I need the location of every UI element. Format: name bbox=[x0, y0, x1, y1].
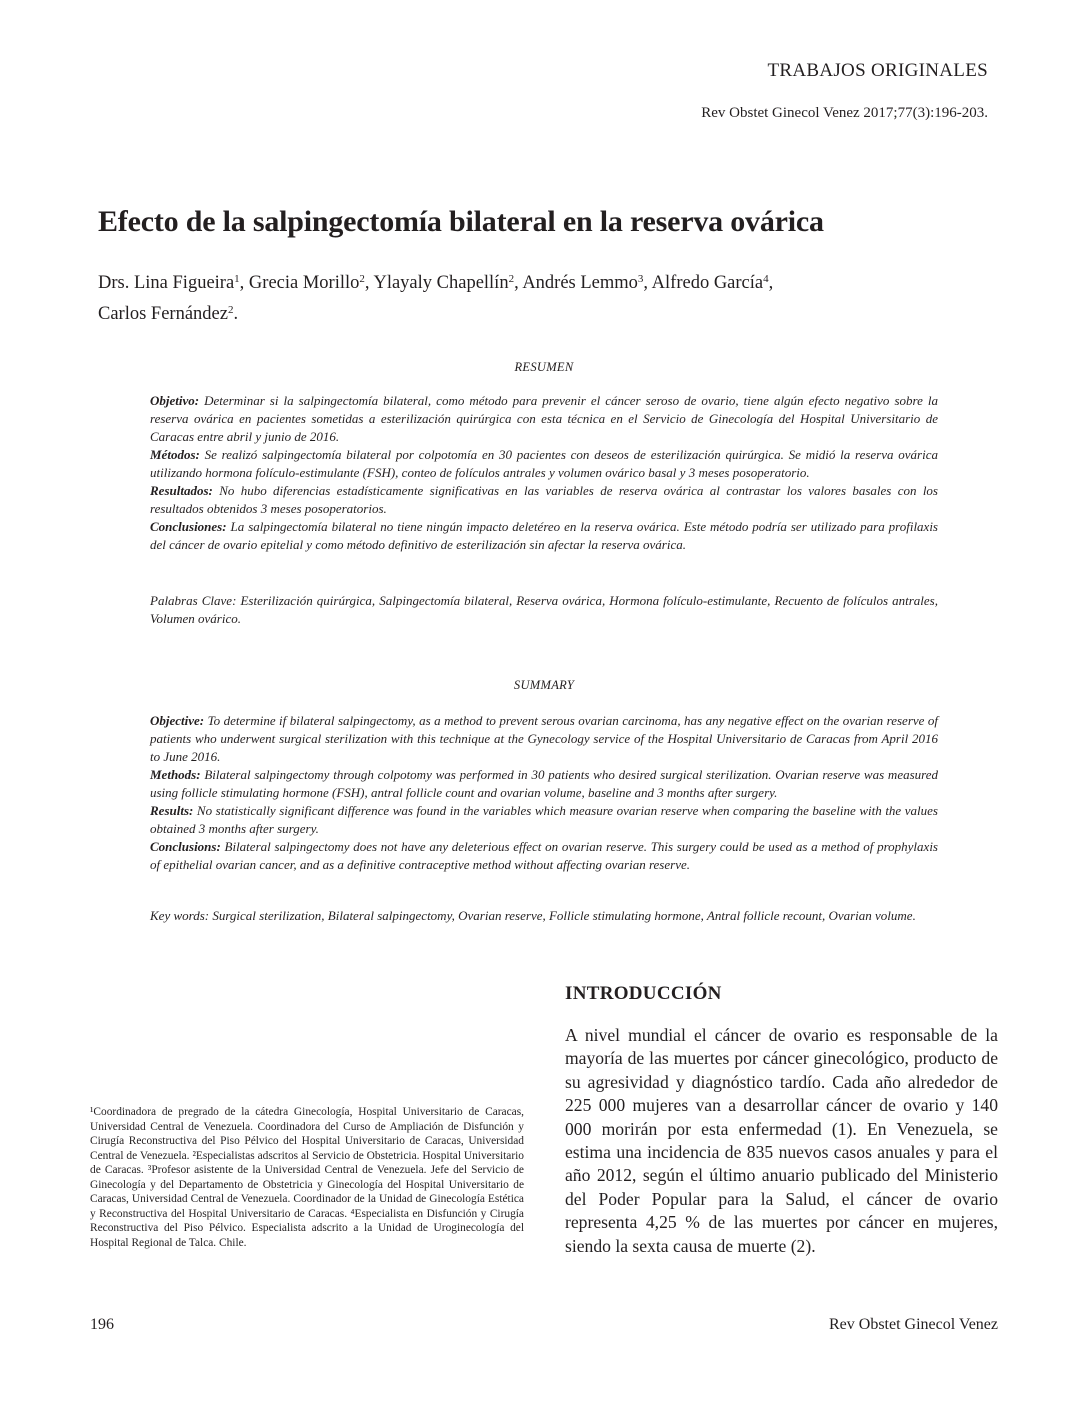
introduction-body bbox=[565, 1024, 998, 1258]
summary-heading: SUMMARY bbox=[513, 678, 575, 692]
resumen-keywords: Palabras Clave: Esterilización quirúrgica, Salpingectomía bilateral, Reserva ovárica, Hormona folículo-estimulante, Recuento de folículos antrales, Volumen ovárico. bbox=[150, 593, 938, 626]
resumen-heading: RESUMEN bbox=[514, 360, 574, 374]
section-label: TRABAJOS ORIGINALES bbox=[767, 60, 988, 81]
introduction-heading: INTRODUCCIÓN bbox=[565, 983, 722, 1004]
introduction-paragraph: A nivel mundial el cáncer de ovario es responsable de la mayoría de las muertes por cáncer ginecológico, producto de su agresividad y diagnóstico tardío. Cada año alrededor de 225 000 mujeres van a desarrollar cáncer de ovario y 140 000 morirán por esta enfermedad (1). En Venezuela, se estima una incidencia de 835 nuevos casos anuales y para el año 2012, según el último anuario publicado del Ministerio del Poder Popular para la Salud, el cáncer de ovario representa 4,25 % de las muertes por cáncer en mujeres, siendo la sexta causa de muerte (2). bbox=[565, 1025, 998, 1256]
affiliations-footnote: ¹Coordinadora de pregrado de la cátedra Ginecología, Hospital Universitario de Caracas, Universidad Central de Venezuela. Coordinadora del Curso de Ampliación de Disfunción y Cirugía Reconstructiva del Piso Pélvico del Hospital Universitario de Caracas, Universidad Central de Venezuela. ²Especialistas adscritos al Servicio de Obstetricia. Hospital Universitario de Caracas. ³Profesor asistente de la Universidad Central de Venezuela. Jefe del Servicio de Ginecología y del Departamento de Obstetricia y Ginecología del Hospital Universitario de Caracas, Universidad Central de Venezuela. Coordinador de la Unidad de Ginecología Estética y Reconstructiva del Hospital Universitario de Caracas. ⁴Especialista en Disfunción y Cirugía Reconstructiva del Piso Pélvico. Especialista adscrito a la Unidad de Uroginecología del Hospital Regional de Talca. Chile. bbox=[90, 1106, 524, 1249]
page-number: 196 bbox=[90, 1316, 114, 1333]
author-5: Alfredo García$^4$, bbox=[651, 273, 774, 293]
summary-objective: Objective: To determine if bilateral salpingectomy, as a method to prevent serous ovarian carcinoma, has any negative effect on the ovarian reserve of patients who underwent surgical sterilization with this technique at the Gynecology service of the Hospital Universitario de Caracas from April 2016 to June 2016. bbox=[150, 713, 938, 764]
resumen-methods: Métodos: Se realizó salpingectomía bilateral por colpotomía en 30 pacientes con deseos de esterilización quirúrgica. Se midió la reserva ovárica utilizando hormona folículo-estimulante (FSH), conteo de folículos antrales y volumen ovárico basal y 3 meses posoperatorio. bbox=[150, 447, 938, 480]
summary-conclusions: Conclusions: Bilateral salpingectomy does not have any deleterious effect on ovarian reserve. This surgery could be used as a method of prophylaxis of epithelial ovarian cancer, and as a definitive contraceptive method without affecting ovarian reserve. bbox=[150, 839, 938, 872]
article-title: Efecto de la salpingectomía bilateral en la reserva ovárica bbox=[98, 205, 824, 238]
running-footer: Rev Obstet Ginecol Venez bbox=[829, 1316, 998, 1333]
author-6: Carlos Fernández$^2$. bbox=[98, 304, 239, 324]
summary-body bbox=[150, 712, 938, 874]
summary-results: Results: No statistically significant difference was found in the variables which measure ovarian reserve when comparing the baseline with the values obtained 3 months after surgery. bbox=[150, 803, 938, 836]
author-1: Drs. Lina Figueira$^1$, bbox=[98, 273, 249, 293]
summary-keywords: Key words: Surgical sterilization, Bilateral salpingectomy, Ovarian reserve, Follicle stimulating hormone, Antral follicle recount, Ovarian volume. bbox=[150, 908, 916, 923]
author-4: Andrés Lemmo$^3$, bbox=[522, 273, 652, 293]
journal-citation: Rev Obstet Ginecol Venez 2017;77(3):196-203. bbox=[701, 105, 988, 121]
author-3: Ylayaly Chapellín$^2$, bbox=[373, 273, 523, 293]
resumen-conclusions: Conclusiones: La salpingectomía bilateral no tiene ningún impacto deletéreo en la reserva ovárica. Este método podría ser utilizado para profilaxis del cáncer de ovario epitelial y como método definitivo de esterilización sin afectar la reserva ovárica. bbox=[150, 519, 938, 552]
resumen-objective: Objetivo: Determinar si la salpingectomía bilateral, como método para prevenir el cáncer seroso de ovario, tiene algún efecto negativo sobre la reserva ovárica en pacientes sometidas a esterilización quirúrgica con esta técnica en el Servicio de Ginecología del Hospital Universitario de Caracas entre abril y junio de 2016. bbox=[150, 393, 938, 444]
author-2: Grecia Morillo$^2$, bbox=[248, 273, 374, 293]
resumen-results: Resultados: No hubo diferencias estadísticamente significativas en las variables de reserva ovárica al contrastar los valores basales con los resultados obtenidos 3 meses posoperatorios. bbox=[150, 483, 938, 516]
resumen-body bbox=[150, 392, 938, 554]
summary-methods: Methods: Bilateral salpingectomy through colpotomy was performed in 30 patients who desired surgical sterilization. Ovarian reserve was measured using follicle stimulating hormone (FSH), antral follicle count and ovarian volume, baseline and 3 months after surgery. bbox=[150, 767, 938, 800]
author-list bbox=[98, 266, 998, 328]
